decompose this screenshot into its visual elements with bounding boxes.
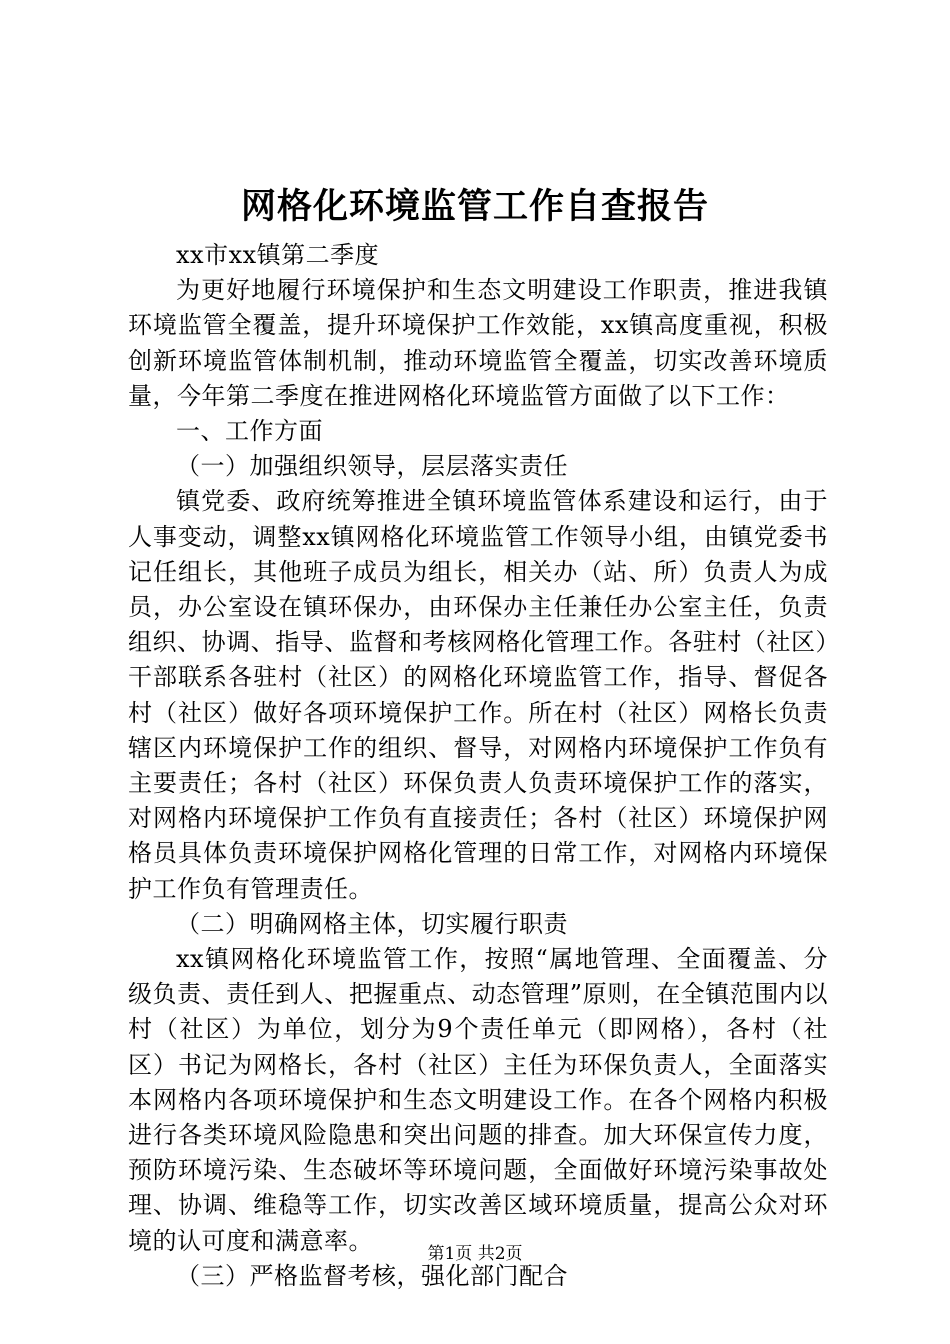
subtitle-line: xx市xx镇第二季度 <box>176 241 380 269</box>
subsection-heading: （一）加强组织领导，层层落实责任 <box>176 452 568 481</box>
page-footer: 第1页 共2页 <box>427 1244 523 1264</box>
body-paragraph: xx镇网格化环境监管工作，按照“属地管理、全面覆盖、分级负责、责任到人、把握重点、动态管理”原则，在全镇范围内以村（社区）为单位，划分为9个责任单元（即网格），各村（社区）书记为网格长，各村（社区）主任为环保负责人，全面落实本网格内各项环境保护和生态文明建设工作。在各个网格内积极进行各类环境风险隐患和突出问题的排查。加大环保宣传力度，预防环境污染、生态破坏等环境问题，全面做好环境污染事故处理、协调、维稳等工作，切实改善区域环境质量，提高公众对环境的认可度和满意率。 <box>128 945 828 1255</box>
section-heading: 一、工作方面 <box>176 417 323 446</box>
intro-paragraph: 为更好地履行环境保护和生态文明建设工作职责，推进我镇环境监管全覆盖，提升环境保护工作效能，xx镇高度重视，积极创新环境监管体制机制，推动环境监管全覆盖，切实改善环境质量，今年第二季度在推进网格化环境监管方面做了以下工作： <box>128 276 828 410</box>
subsection-heading: （二）明确网格主体，切实履行职责 <box>176 909 568 938</box>
document-body <box>128 238 828 1294</box>
subsection-heading: （三）严格监督考核，强化部门配合 <box>176 1261 568 1290</box>
body-paragraph: 镇党委、政府统筹推进全镇环境监管体系建设和运行，由于人事变动，调整xx镇网格化环境监管工作领导小组，由镇党委书记任组长，其他班子成员为组长，相关办（站、所）负责人为成员，办公室设在镇环保办，由环保办主任兼任办公室主任，负责组织、协调、指导、监督和考核网格化管理工作。各驻村（社区）干部联系各驻村（社区）的网格化环境监管工作，指导、督促各村（社区）做好各项环境保护工作。所在村（社区）网格长负责辖区内环境保护工作的组织、督导，对网格内环境保护工作负有主要责任；各村（社区）环保负责人负责环境保护工作的落实，对网格内环境保护工作负有直接责任；各村（社区）环境保护网格员具体负责环境保护网格化管理的日常工作，对网格内环境保护工作负有管理责任。 <box>128 487 828 903</box>
document-title: 网格化环境监管工作自查报告 <box>240 186 709 227</box>
